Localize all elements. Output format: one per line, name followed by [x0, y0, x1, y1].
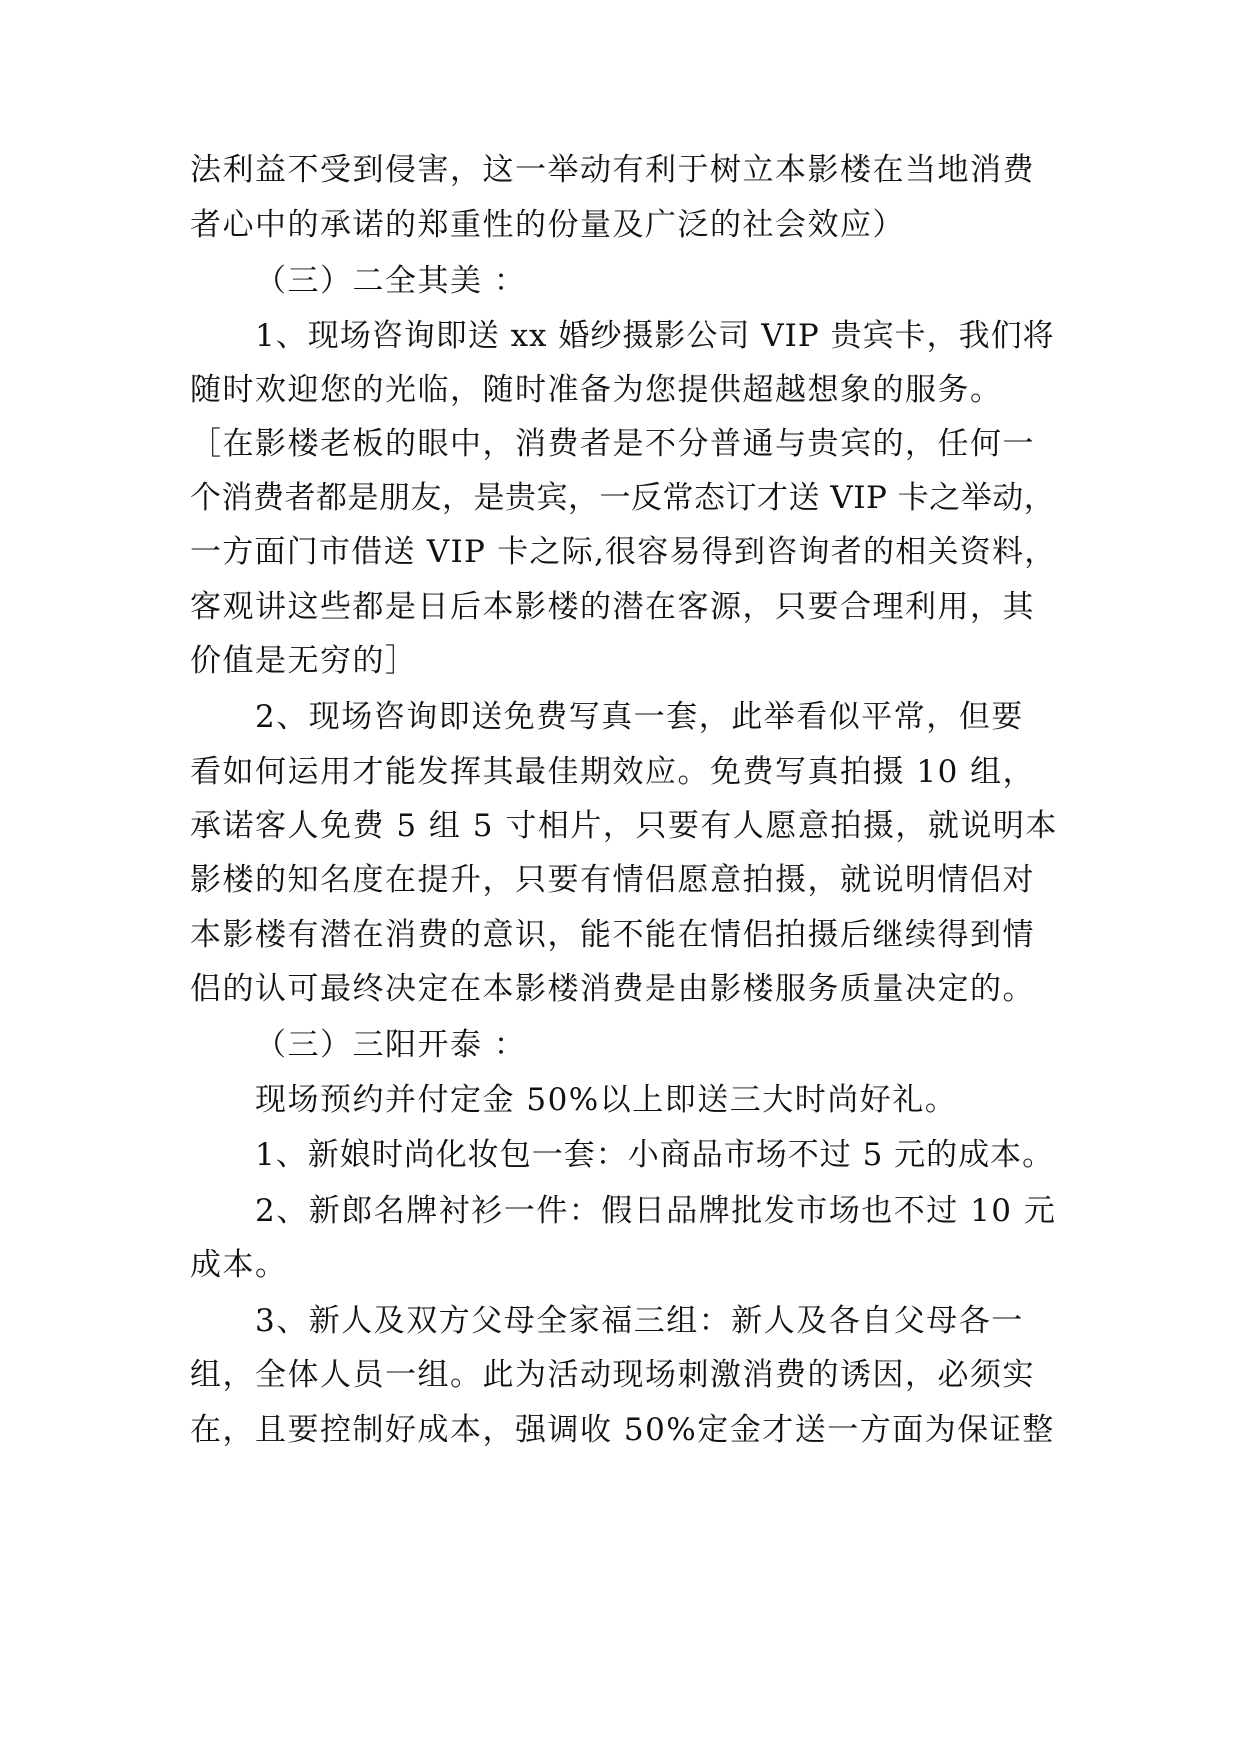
list-item: 1、新娘时尚化妆包一套：小商品市场不过 5 元的成本。	[255, 1137, 1055, 1173]
section-heading: （三）三阳开泰 ：	[255, 1027, 527, 1063]
body-line: 看如何运用才能发挥其最佳期效应。免费写真拍摄 10 组，	[190, 754, 1036, 790]
body-line: 侣的认可最终决定在本影楼消费是由影楼服务质量决定的。	[190, 971, 1035, 1007]
list-item: 2、新郎名牌衬衫一件：假日品牌批发市场也不过 10 元	[255, 1193, 1057, 1229]
body-line: 客观讲这些都是日后本影楼的潜在客源，只要合理利用，其	[190, 589, 1035, 625]
body-line: 个消费者都是朋友，是贵宾，一反常态订才送 VIP 卡之举动，	[190, 480, 1056, 516]
body-line: 影楼的知名度在提升，只要有情侣愿意拍摄，就说明情侣对	[190, 862, 1035, 898]
list-item: 2、现场咨询即送免费写真一套，此举看似平常，但要	[255, 699, 1024, 735]
body-line: 组，全体人员一组。此为活动现场刺激消费的诱因，必须实	[190, 1357, 1035, 1393]
body-line: 一方面门市借送 VIP 卡之际,很容易得到咨询者的相关资料，	[190, 534, 1057, 570]
body-line: 本影楼有潜在消费的意识，能不能在情侣拍摄后继续得到情	[190, 917, 1035, 953]
body-line: 承诺客人免费 5 组 5 寸相片，只要有人愿意拍摄，就说明本	[190, 808, 1058, 844]
body-line: 价值是无穷的］	[190, 643, 418, 679]
body-line: 现场预约并付定金 50%以上即送三大时尚好礼。	[255, 1082, 958, 1118]
body-line: ［在影楼老板的眼中，消费者是不分普通与贵宾的，任何一	[190, 426, 1035, 462]
body-line: 成本。	[190, 1247, 288, 1283]
list-item: 3、新人及双方父母全家福三组：新人及各自父母各一	[255, 1303, 1024, 1339]
body-line: 法利益不受到侵害，这一举动有利于树立本影楼在当地消费	[190, 152, 1035, 188]
body-line: 者心中的承诺的郑重性的份量及广泛的社会效应）	[190, 207, 905, 243]
body-line: 随时欢迎您的光临，随时准备为您提供超越想象的服务。	[190, 372, 1003, 408]
body-line: 在，且要控制好成本，强调收 50%定金才送一方面为保证整	[190, 1412, 1055, 1448]
list-item: 1、现场咨询即送 xx 婚纱摄影公司 VIP 贵宾卡，我们将	[255, 318, 1055, 354]
section-heading: （三）二全其美 ：	[255, 263, 527, 299]
